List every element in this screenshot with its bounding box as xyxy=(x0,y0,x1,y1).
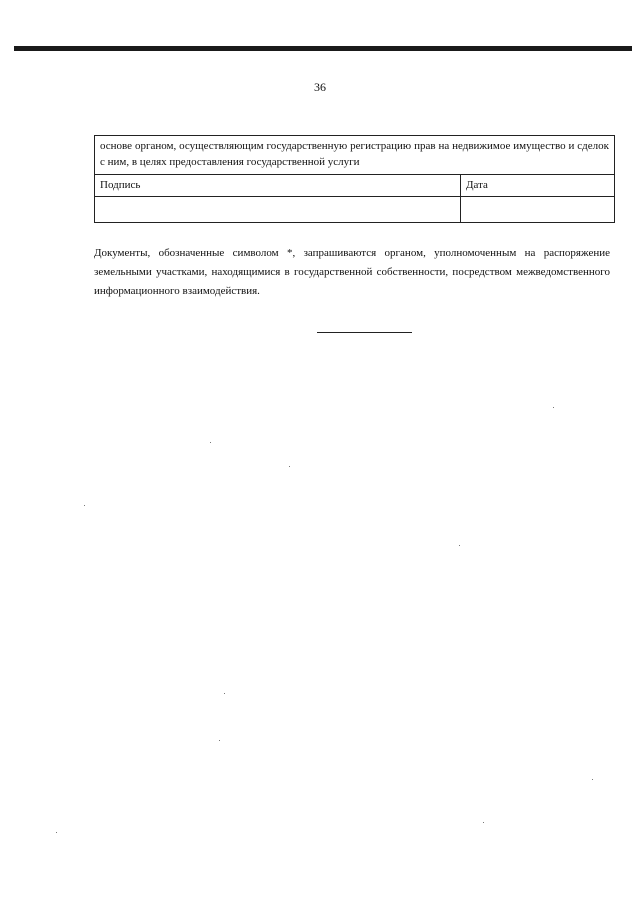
signature-table xyxy=(94,135,615,223)
scan-speck xyxy=(592,779,593,780)
scan-speck xyxy=(553,407,554,408)
scan-speck xyxy=(219,740,220,741)
table-row xyxy=(95,175,615,197)
scan-speck xyxy=(210,442,211,443)
page-number: 36 xyxy=(314,80,326,94)
scan-speck xyxy=(84,505,85,506)
signature-field xyxy=(95,197,461,223)
date-label: Дата xyxy=(461,175,615,197)
footnote-paragraph: Документы, обозначенные символом *, запрашиваются органом, уполномоченным на распоряжение земельными участками, находящимися в государственной собственности, посредством межведомственного информационного взаимодействия. xyxy=(94,247,610,297)
date-field xyxy=(461,197,615,223)
table-row xyxy=(95,197,615,223)
end-of-document-rule xyxy=(317,332,412,333)
scan-speck xyxy=(224,693,225,694)
scan-speck xyxy=(289,466,290,467)
continuation-text-cell: основе органом, осуществляющим государственную регистрацию прав на недвижимое имущество и сделок с ним, в целях предоставления государственной услуги xyxy=(95,136,615,175)
scan-speck xyxy=(459,545,460,546)
table-row xyxy=(95,136,615,175)
scan-speck xyxy=(56,832,57,833)
signature-label: Подпись xyxy=(95,175,461,197)
scan-speck xyxy=(483,822,484,823)
header-rule xyxy=(14,46,632,51)
